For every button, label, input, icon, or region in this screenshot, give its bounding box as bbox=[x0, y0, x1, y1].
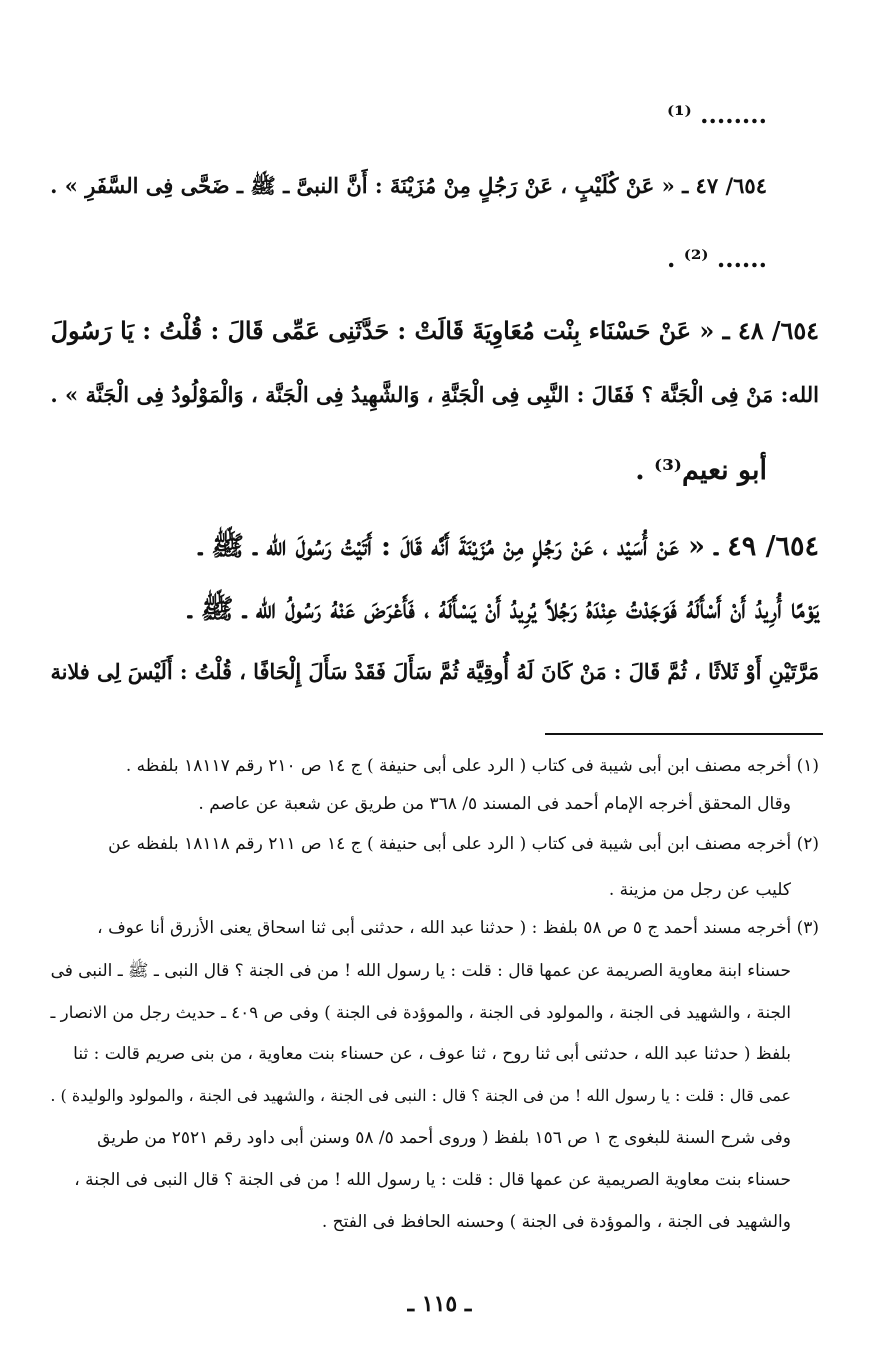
hadith-48-line-2: الله: مَنْ فِى الْجَنَّة ؟ فَقَالَ : النَّبِى فِى الْجَنَّةِ ، وَالشَّهِيدُ فِى الْجَنَّة ، وَالْمَوْلُودُ فِى الْجَنَّة » . bbox=[50, 382, 819, 407]
hadith-49-line-1: ٦٥٤/ ٤٩ ـ « عَنْ أُسَيْد ، عَنْ رَجُلٍ مِنْ مُزَيْنَةَ أَنَّه قَالَ : أَتَيْتُ رَسُولَ الله ـ ﷺ ـ bbox=[198, 531, 819, 562]
footnote-separator bbox=[545, 733, 823, 735]
hadith-48-attribution: أبو نعيم⁽³⁾ . bbox=[635, 455, 767, 486]
ellipsis-line-2: ...... ⁽²⁾ . bbox=[666, 244, 767, 273]
footnote-3-line-4: بلفظ ( حدثنا عبد الله ، حدثنى أبى ثنا روح ، ثنا عوف ، عن حسناء بنت معاوية ، من بنى صريم قالت : ثنا bbox=[73, 1044, 791, 1064]
hadith-49-line-2: يَوْمًا أُرِيدُ أَنْ أَسْأَلَهُ فَوَجَدْتُ عِنْدَهُ رَجُلاً يُرِيدُ أَنْ يَسْأَلَهُ ، فَأَعْرَضَ عَنْهُ رَسُولُ الله ـ ﷺ ـ bbox=[188, 594, 819, 625]
footnote-2-line-1: (٢) أخرجه مصنف ابن أبى شيبة فى كتاب ( الرد على أبى حنيفة ) ج ١٤ ص ٢١١ رقم ١٨١١٨ بلفظه عن bbox=[108, 834, 819, 854]
hadith-49-line-3: مَرَّتَيْنِ أَوْ ثَلاثًا ، ثُمَّ قَالَ : مَنْ كَانَ لَهُ أُوقِيَّة ثُمَّ سَأَلَ فَقَدْ سَأَلَ إِلْحَافًا ، قُلْتُ : أَلَيْسَ لِى فلانة bbox=[50, 659, 819, 684]
footnote-3-line-7: حسناء بنت معاوية الصريمية عن عمها قال : قلت : يا رسول الله ! من فى الجنة ؟ قال النبى فى الجنة ، bbox=[74, 1170, 791, 1190]
footnote-3-line-8: والشهيد فى الجنة ، والموؤدة فى الجنة ) وحسنه الحافظ فى الفتح . bbox=[321, 1212, 791, 1232]
footnote-3-line-2: حسناء ابنة معاوية الصريمة عن عمها قال : قلت : يا رسول الله ! من فى الجنة ؟ قال النبى ـ ﷺ ـ النبى فى bbox=[50, 960, 791, 980]
footnote-3-line-6: وفى شرح السنة للبغوى ج ١ ص ١٥٦ بلفظ ( وروى أحمد ٥/ ٥٨ وسنن أبى داود رقم ٢٥٢١ من طريق bbox=[97, 1128, 791, 1148]
ellipsis-line-1: ........ ⁽¹⁾ bbox=[666, 100, 767, 129]
footnote-1-line-2: وقال المحقق أخرجه الإمام أحمد فى المسند ٥/ ٣٦٨ من طريق عن شعبة عن عاصم . bbox=[198, 794, 791, 814]
footnote-2-line-2: كليب عن رجل من مزينة . bbox=[608, 880, 791, 900]
page-number: ـ ١١٥ ـ bbox=[407, 1291, 472, 1317]
footnote-3-line-1: (٣) أخرجه مسند أحمد ج ٥ ص ٥٨ بلفظ : ( حدثنا عبد الله ، حدثنى أبى ثنا اسحاق يعنى الأزرق أنا عوف ، bbox=[97, 918, 819, 938]
hadith-48-line-1: ٦٥٤/ ٤٨ ـ « عَنْ حَسْنَاء بِنْت مُعَاوِيَةَ قَالَتْ : حَدَّثَنِى عَمِّى قَالَ : قُلْتُ : يَا رَسُولَ bbox=[50, 317, 819, 345]
footnote-3-line-3: الجنة ، والشهيد فى الجنة ، والمولود فى الجنة ، والموؤدة فى الجنة ) وفى ص ٤٠٩ ـ حديث رجل من الانصار ـ bbox=[50, 1002, 791, 1022]
footnote-3-line-5: عمى قال : قلت : يا رسول الله ! من فى الجنة ؟ قال : النبى فى الجنة ، والشهيد فى الجنة ، والمولود والوليدة ) . bbox=[50, 1086, 791, 1105]
hadith-47: ٦٥٤/ ٤٧ ـ « عَنْ كُلَيْبٍ ، عَنْ رَجُلٍ مِنْ مُزَيْنَةَ : أَنَّ النبىَّ ـ ﷺ ـ ضَحَّى فِى السَّفَرِ » . bbox=[50, 173, 767, 198]
footnote-1-line-1: (١) أخرجه مصنف ابن أبى شيبة فى كتاب ( الرد على أبى حنيفة ) ج ١٤ ص ٢١٠ رقم ١٨١١٧ بلفظه . bbox=[125, 756, 819, 776]
